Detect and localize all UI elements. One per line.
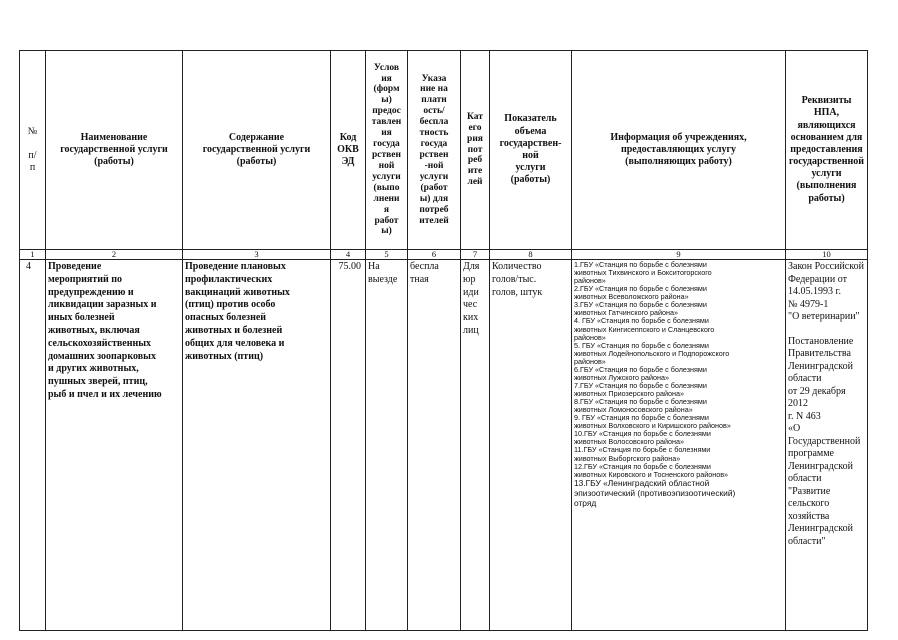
column-number: 5 xyxy=(366,250,408,260)
row-volume: Количество голов/тыс. голов, штук xyxy=(490,260,572,631)
institution-item: 3.ГБУ «Станция по борьбе с болезнями животных Гатчинского района» xyxy=(574,300,707,318)
header-volume: Показатель объема государствен- ной услуги (работы) xyxy=(490,51,572,250)
table-header-row xyxy=(20,51,868,250)
institution-item: 9. ГБУ «Станция по борьбе с болезнями животных Волховского и Киришского районов» xyxy=(574,413,731,431)
institution-item: 12.ГБУ «Станция по борьбе с болезнями животных Кировского и Тосненского районов» xyxy=(574,461,729,479)
institution-item: 10.ГБУ «Станция по борьбе с болезнями животных Волосовского района» xyxy=(574,429,711,447)
institution-item: 1.ГБУ «Станция по борьбе с болезнями животных Тихвинского и Бокситогорского районов» xyxy=(574,260,712,286)
npa-decree: Постановление Правительства Ленинградской области от 29 декабря 2012 г. N 463 «О Государственной программе Ленинградской области "Развитие сельского хозяйства Ленинградской области" xyxy=(788,335,861,547)
header-paid: Указа ние на платн ость/ беспла тность госуда рствен -ной услуги (работ ы) для потреб ителей xyxy=(408,51,461,250)
header-okved: Код ОКВ ЭД xyxy=(331,51,366,250)
column-number: 6 xyxy=(408,250,461,260)
row-npa xyxy=(786,260,868,631)
column-number-row xyxy=(20,250,868,260)
npa-spacer xyxy=(788,324,865,336)
institution-item: 5. ГБУ «Станция по борьбе с болезнями животных Лодейнопольского и Подпорожского районов» xyxy=(574,340,730,366)
column-number: 7 xyxy=(461,250,490,260)
institution-item: 6.ГБУ «Станция по борьбе с болезнями животных Лужского района» xyxy=(574,364,707,382)
row-service-content: Проведение плановых профилактических вакцинаций животных (птиц) против особо опасных болезней животных и болезней общих для человека и животных (птиц) xyxy=(183,260,331,631)
table-row xyxy=(20,260,868,631)
row-service-name: Проведение мероприятий по предупреждению и ликвидации заразных и иных болезней животных, включая сельскохозяйственных домашних зоопарковых и других животных, пушных зверей, птиц, рыб и пчел и их лечению xyxy=(46,260,183,631)
row-number: 4 xyxy=(20,260,46,631)
header-conditions: Услов ия (форм ы) предос тавлен ия госуда рствен ной услуги (выпо лнени я работ ы) xyxy=(366,51,408,250)
column-number: 10 xyxy=(786,250,868,260)
institution-item: 2.ГБУ «Станция по борьбе с болезнями животных Всеволожского района» xyxy=(574,284,707,302)
institution-item: 7.ГБУ «Станция по борьбе с болезнями животных Приозерского района» xyxy=(574,380,707,398)
npa-law: Закон Российской Федерации от 14.05.1993 г. № 4979-1 "О ветеринарии" xyxy=(788,261,864,322)
row-institutions xyxy=(572,260,786,631)
column-number: 4 xyxy=(331,250,366,260)
column-number: 9 xyxy=(572,250,786,260)
institution-item: 4. ГБУ «Станция по борьбе с болезнями животных Кингисеппского и Сланцевского районов» xyxy=(574,316,715,342)
services-table xyxy=(19,50,868,631)
institution-item: 11.ГБУ «Станция по борьбе с болезнями животных Выборгского района» xyxy=(574,445,711,463)
column-number: 2 xyxy=(46,250,183,260)
header-service-name: Наименование государственной услуги (работы) xyxy=(46,51,183,250)
institution-item: 13.ГБУ «Ленинградский областной эпизоотический (противоэпизоотический) отряд xyxy=(574,477,736,508)
header-institutions: Информация об учреждениях, предоставляющих услугу (выполняющих работу) xyxy=(572,51,786,250)
institution-item: 8.ГБУ «Станция по борьбе с болезнями животных Ломоносовского района» xyxy=(574,397,707,415)
column-number: 8 xyxy=(490,250,572,260)
header-service-content: Содержание государственной услуги (работы) xyxy=(183,51,331,250)
row-okved: 75.00 xyxy=(331,260,366,631)
column-number: 1 xyxy=(20,250,46,260)
header-npa: Реквизиты НПА, являющихся основанием для предоставления государственной услуги (выполнения работы) xyxy=(786,51,868,250)
row-paid: беспла тная xyxy=(408,260,461,631)
header-number: № п/ п xyxy=(20,51,46,250)
row-conditions: На выезде xyxy=(366,260,408,631)
header-category: Кат его рия пот реб ите лей xyxy=(461,51,490,250)
column-number: 3 xyxy=(183,250,331,260)
row-category: Для юр иди чес ких лиц xyxy=(461,260,490,631)
